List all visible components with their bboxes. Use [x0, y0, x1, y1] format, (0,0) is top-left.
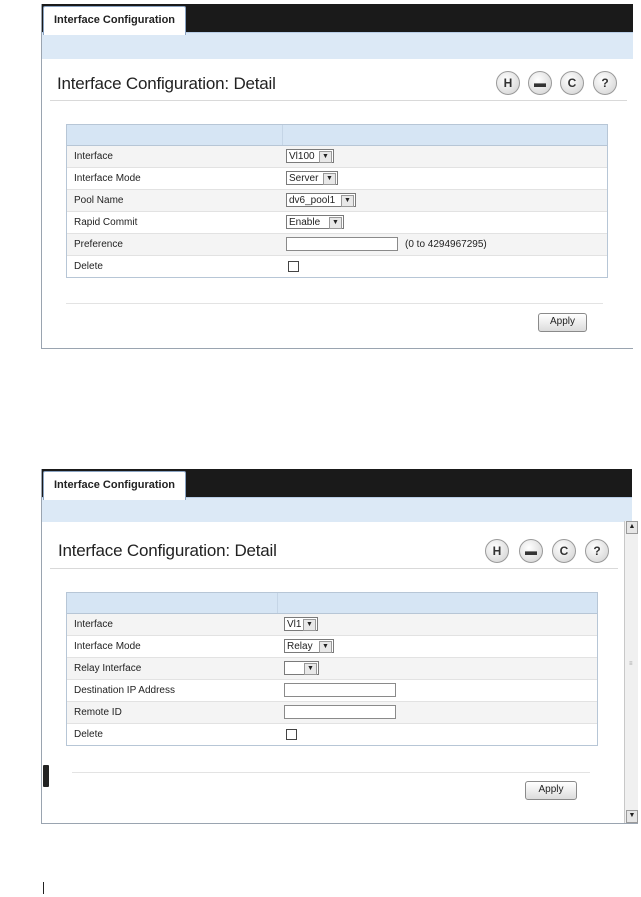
table-row — [67, 234, 607, 256]
delete-checkbox[interactable] — [288, 261, 299, 272]
resize-handle[interactable] — [43, 765, 49, 787]
table-row — [67, 190, 607, 212]
relay-interface-select[interactable] — [284, 661, 319, 675]
destination-ip-input[interactable] — [284, 683, 396, 697]
screen2-panel — [41, 469, 638, 824]
help-icon: ? — [601, 76, 609, 90]
tab-interface-configuration[interactable]: Interface Configuration — [43, 6, 186, 35]
refresh-icon: C — [567, 76, 577, 90]
select-value: Vl100 — [289, 151, 315, 162]
tab-interface-configuration[interactable]: Interface Configuration — [43, 471, 186, 500]
chevron-down-icon: ▼ — [303, 619, 316, 631]
save-button[interactable] — [496, 71, 520, 95]
table-row — [67, 614, 597, 636]
interface-select[interactable] — [284, 617, 318, 631]
interface-select[interactable] — [286, 149, 334, 163]
refresh-button[interactable] — [560, 71, 584, 95]
row-label: Delete — [74, 729, 103, 740]
refresh-button[interactable] — [552, 539, 576, 563]
select-value: Server — [289, 173, 319, 184]
apply-button[interactable]: Apply — [538, 313, 587, 332]
select-value: Vl1 — [287, 619, 302, 630]
chevron-down-icon: ▼ — [319, 151, 332, 163]
vertical-scrollbar[interactable] — [624, 521, 638, 823]
page-margin-mark — [43, 882, 44, 894]
table-row — [67, 658, 597, 680]
save-icon: H — [503, 76, 513, 90]
remote-id-input[interactable] — [284, 705, 396, 719]
help-button[interactable] — [593, 71, 617, 95]
title-divider — [50, 568, 618, 569]
table-row — [67, 702, 597, 724]
save-button[interactable] — [485, 539, 509, 563]
chevron-down-icon: ▼ — [304, 663, 317, 675]
row-label: Preference — [74, 239, 123, 250]
pool-name-select[interactable] — [286, 193, 356, 207]
table-header — [67, 125, 607, 146]
select-value: Enable — [289, 217, 321, 228]
title-divider — [50, 100, 627, 101]
scroll-down-button[interactable]: ▼ — [626, 810, 638, 823]
refresh-icon: C — [559, 544, 569, 558]
print-button[interactable] — [528, 71, 552, 95]
table-row — [67, 256, 607, 277]
scroll-up-button[interactable]: ▲ — [626, 521, 638, 534]
table-row — [67, 146, 607, 168]
row-label: Destination IP Address — [74, 685, 175, 696]
row-label: Remote ID — [74, 707, 122, 718]
scroll-grip-icon: ≡ — [629, 661, 633, 667]
chevron-down-icon: ▼ — [329, 217, 342, 229]
chevron-down-icon: ▼ — [323, 173, 336, 185]
page-title: Interface Configuration: Detail — [58, 541, 277, 560]
config-table — [66, 124, 608, 278]
row-label: Relay Interface — [74, 663, 142, 674]
table-row — [67, 680, 597, 702]
select-value: Relay — [287, 641, 313, 652]
preference-range-hint: (0 to 4294967295) — [405, 239, 487, 250]
config-table — [66, 592, 598, 746]
row-label: Interface — [74, 151, 113, 162]
print-button[interactable] — [519, 539, 543, 563]
header-strip — [42, 497, 632, 522]
page-title: Interface Configuration: Detail — [57, 74, 276, 93]
print-icon: ▬ — [534, 76, 546, 90]
delete-checkbox[interactable] — [286, 729, 297, 740]
help-button[interactable] — [585, 539, 609, 563]
table-row — [67, 168, 607, 190]
table-header — [67, 593, 597, 614]
interface-mode-select[interactable] — [284, 639, 334, 653]
row-label: Delete — [74, 261, 103, 272]
row-label: Interface Mode — [74, 641, 141, 652]
interface-mode-select[interactable] — [286, 171, 338, 185]
header-strip — [42, 32, 633, 59]
row-label: Interface — [74, 619, 113, 630]
rapid-commit-select[interactable] — [286, 215, 344, 229]
screen1-panel — [41, 4, 633, 349]
footer-divider — [72, 772, 590, 773]
preference-input[interactable] — [286, 237, 398, 251]
chevron-down-icon: ▼ — [341, 195, 354, 207]
chevron-down-icon: ▼ — [319, 641, 332, 653]
row-label: Rapid Commit — [74, 217, 138, 228]
table-row — [67, 724, 597, 745]
table-row — [67, 636, 597, 658]
apply-button[interactable]: Apply — [525, 781, 577, 800]
row-label: Pool Name — [74, 195, 124, 206]
help-icon: ? — [593, 544, 601, 558]
row-label: Interface Mode — [74, 173, 141, 184]
print-icon: ▬ — [525, 544, 537, 558]
table-row — [67, 212, 607, 234]
select-value: dv6_pool1 — [289, 195, 336, 206]
footer-divider — [66, 303, 603, 304]
save-icon: H — [492, 544, 502, 558]
